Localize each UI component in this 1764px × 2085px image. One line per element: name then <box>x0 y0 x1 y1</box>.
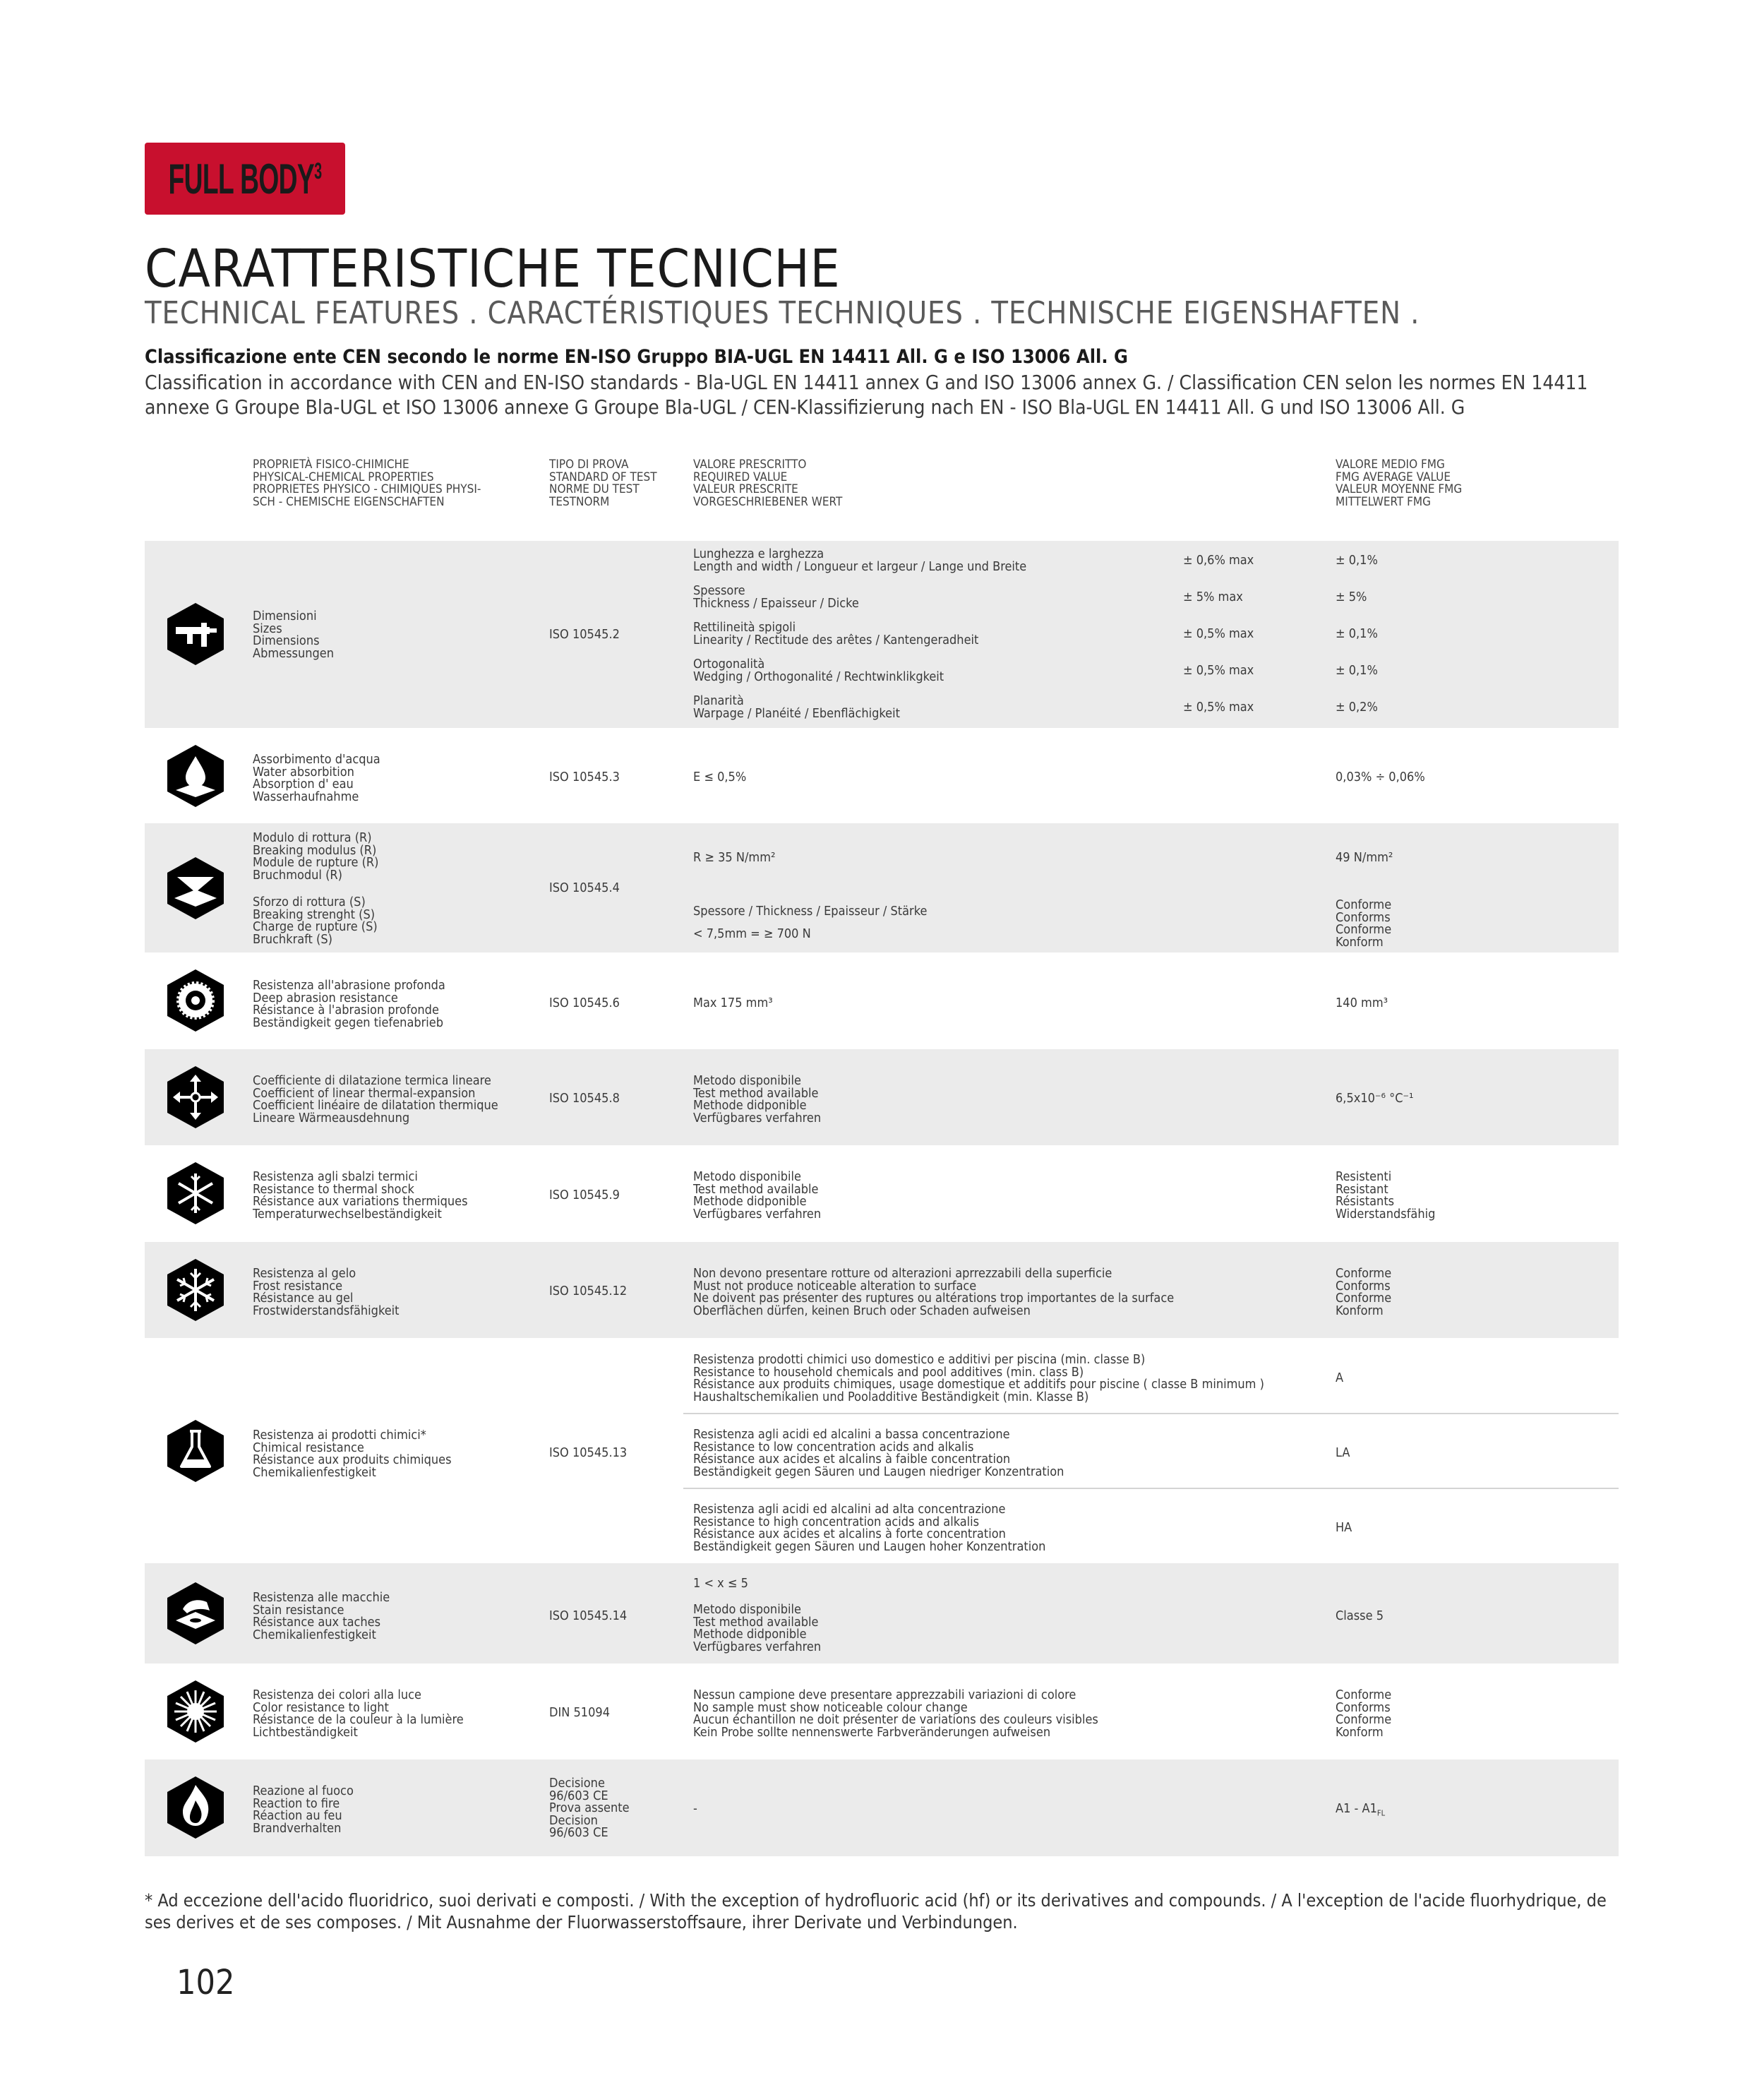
abrasion-average: 140 mm³ <box>1336 996 1388 1010</box>
water-test: ISO 10545.3 <box>549 770 620 784</box>
dim-sub-desc: Rettilineità spigoli Linearity / Rectitude des arêtes / Kantengeradheit <box>693 620 979 647</box>
classification-text: Classification in accordance with CEN and EN-ISO standards - Bla-UGL EN 14411 annex G and ISO 13006 annex G. / Classification CEN selon les normes EN 14411 annexe G Groupe Bla-UGL et ISO 13006 annexe G Groupe Bla-UGL / CEN-Klassifizierung nach EN - ISO Bla-UGL EN 14411 All. G und ISO 13006 All. G <box>145 371 1588 419</box>
expansion-required: Metodo disponibile Test method available Methode didponible Verfügbares verfahren <box>693 1073 822 1125</box>
breaking-load-icon <box>166 856 225 921</box>
dim-sub-req: ± 0,5% max <box>1183 626 1254 641</box>
dim-sub-avg: ± 5% <box>1336 590 1367 604</box>
frost-required: Non devono presentare rotture od alterazioni aprrezzabili della superficie Must not produce noticeable alteration to surface Ne doivent pas présenter des ruptures ou altérations trop importantes de la surface Oberflächen dürfen, keinen Bruch oder Schaden aufweisen <box>693 1266 1175 1318</box>
dim-sub-avg: ± 0,2% <box>1336 700 1378 715</box>
stain-average: Classe 5 <box>1336 1608 1384 1623</box>
page-number: 102 <box>176 1963 235 2002</box>
water-average: 0,03% ÷ 0,06% <box>1336 770 1425 784</box>
dim-sub-req: ± 0,5% max <box>1183 700 1254 715</box>
dim-sub-req: ± 5% max <box>1183 590 1243 604</box>
stain-required-range: 1 < x ≤ 5 <box>693 1576 748 1591</box>
fire-average <box>1336 1803 1604 1820</box>
row-dimensions <box>145 541 1619 728</box>
row-chemical <box>145 1338 1619 1563</box>
chemical-sub-avg: LA <box>1336 1445 1350 1460</box>
frost-property: Resistenza al gelo Frost resistance Résistance au gel Frostwiderstandsfähigkeit <box>253 1266 400 1318</box>
chemical-sub-desc: Resistenza agli acidi ed alcalini ad alta concentrazione Resistance to high concentration acids and alkalis Résistance aux acides et alcalins à forte concentration Beständigkeit gegen Säuren und Laugen hoher Konzentration <box>693 1502 1046 1554</box>
row-breaking <box>145 823 1619 952</box>
row-expansion <box>145 1049 1619 1145</box>
breaking-required-modulus: R ≥ 35 N/mm² <box>693 850 776 865</box>
header-required: VALORE PRESCRITTO REQUIRED VALUE VALEUR PRESCRITE VORGESCHRIEBENER WERT <box>693 458 843 509</box>
flask-icon <box>166 1418 225 1483</box>
breaking-average-modulus: 49 N/mm² <box>1336 850 1393 865</box>
abrasion-disc-icon <box>166 968 225 1033</box>
fire-average-sub: FL <box>1376 1808 1386 1818</box>
breaking-property-strength: Sforzo di rottura (S) Breaking strenght (S) Charge de rupture (S) Bruchkraft (S) <box>253 895 378 947</box>
page-subtitle: TECHNICAL FEATURES . CARACTÉRISTIQUES TECHNIQUES . TECHNISCHE EIGENSHAFTEN . <box>145 295 1420 331</box>
dim-sub-avg: ± 0,1% <box>1336 626 1378 641</box>
abrasion-property: Resistenza all'abrasione profonda Deep abrasion resistance Résistance à l'abrasion profonde Beständigkeit gegen tiefenabrieb <box>253 978 445 1030</box>
chemical-test: ISO 10545.13 <box>549 1445 628 1460</box>
dim-sub-desc: Ortogonalità Wedging / Orthogonalité / Rechtwinklikgkeit <box>693 657 944 684</box>
dim-sub-avg: ± 0,1% <box>1336 553 1378 568</box>
abrasion-required: Max 175 mm³ <box>693 996 773 1010</box>
expansion-test: ISO 10545.8 <box>549 1091 620 1106</box>
expansion-average: 6,5x10⁻⁶ °C⁻¹ <box>1336 1091 1414 1106</box>
thermal-shock-average: Resistenti Resistant Résistants Widerstandsfähig <box>1336 1169 1436 1221</box>
row-water <box>145 728 1619 823</box>
dim-sub-desc: Lunghezza e larghezza Length and width / Longueur et largeur / Lange und Breite <box>693 546 1027 574</box>
light-property: Resistenza dei colori alla luce Color resistance to light Résistance de la couleur à la lumière Lichtbeständigkeit <box>253 1687 464 1740</box>
water-property: Assorbimento d'acqua Water absorbition Absorption d' eau Wasserhaufnahme <box>253 752 380 804</box>
breaking-required-load: < 7,5mm = ≥ 700 N <box>693 926 811 941</box>
fire-required: - <box>693 1801 697 1816</box>
thermal-shock-property: Resistenza agli sbalzi termici Resistance to thermal shock Résistance aux variations thermiques Temperaturwechselbeständigkeit <box>253 1169 468 1221</box>
sun-icon <box>166 1679 225 1744</box>
brand-logo <box>145 143 345 215</box>
chemical-property: Resistenza ai prodotti chimici* Chimical resistance Résistance aux produits chimiques Chemikalienfestigkeit <box>253 1428 452 1480</box>
breaking-test: ISO 10545.4 <box>549 880 620 895</box>
thermal-shock-required: Metodo disponibile Test method available Methode didponible Verfügbares verfahren <box>693 1169 822 1221</box>
fire-property: Reazione al fuoco Reaction to fire Réaction au feu Brandverhalten <box>253 1784 354 1836</box>
abrasion-test: ISO 10545.6 <box>549 996 620 1010</box>
chemical-separator <box>683 1488 1619 1489</box>
frost-average: Conforme Conforms Conforme Konform <box>1336 1266 1392 1318</box>
dimensions-property: Dimensioni Sizes Dimensions Abmessungen <box>253 609 335 661</box>
brand-logo-sup: 3 <box>314 157 322 184</box>
dim-sub-req: ± 0,5% max <box>1183 663 1254 678</box>
footnote: * Ad eccezione dell'acido fluoridrico, suoi derivati e composti. / With the exception of hydrofluoric acid (hf) or its derivatives and compounds. / A l'exception de l'acide fluorhydrique, de ses derives et de ses composes. / Mit Ausnahme der Fluorwasserstoffsaure, ihrer Derivate und Verbindungen. <box>145 1890 1607 1932</box>
classification-heading: Classificazione ente CEN secondo le norme EN-ISO Gruppo BIA-UGL EN 14411 All. G e ISO 13006 All. G <box>145 346 1128 368</box>
breaking-required-thickness: Spessore / Thickness / Epaisseur / Stärke <box>693 904 928 919</box>
dimensions-test: ISO 10545.2 <box>549 627 620 642</box>
dim-sub-desc: Spessore Thickness / Epaisseur / Dicke <box>693 583 859 611</box>
dim-sub-avg: ± 0,1% <box>1336 663 1378 678</box>
breaking-average-strength: Conforme Conforms Conforme Konform <box>1336 897 1392 950</box>
row-frost <box>145 1242 1619 1338</box>
chemical-sub-avg: A <box>1336 1370 1344 1385</box>
header-property: PROPRIETÀ FISICO-CHIMICHE PHYSICAL-CHEMICAL PROPERTIES PROPRIETES PHYSICO - CHIMIQUES PHYSI- SCH - CHEMISCHE EIGENSCHAFTEN <box>253 458 481 509</box>
light-test: DIN 51094 <box>549 1705 611 1720</box>
header-average: VALORE MEDIO FMG FMG AVERAGE VALUE VALEUR MOYENNE FMG MITTELWERT FMG <box>1336 458 1463 509</box>
header-test: TIPO DI PROVA STANDARD OF TEST NORME DU TEST TESTNORM <box>549 458 657 509</box>
row-fire <box>145 1760 1619 1856</box>
water-drop-icon <box>166 743 225 808</box>
chemical-separator <box>683 1413 1619 1414</box>
brand-logo-text: FULL BODY <box>168 155 315 203</box>
stain-test: ISO 10545.14 <box>549 1608 628 1623</box>
light-average: Conforme Conforms Conforme Konform <box>1336 1687 1392 1740</box>
frost-test: ISO 10545.12 <box>549 1284 628 1298</box>
row-abrasion <box>145 952 1619 1049</box>
fire-average-value: A1 - A1 <box>1336 1801 1377 1816</box>
stain-cloth-icon <box>166 1581 225 1646</box>
row-light <box>145 1663 1619 1760</box>
chemical-sub-desc: Resistenza prodotti chimici uso domestico e additivi per piscina (min. classe B) Resistance to household chemicals and pool additives (min. class B) Résistance aux produits chimiques, usage domestique et additifs pour piscine ( classe B minimum ) Haushaltschemikalien und Pooladditive Beständigkeit (min. Klasse B) <box>693 1352 1264 1404</box>
dim-sub-desc: Planarità Warpage / Planéité / Ebenflächigkeit <box>693 693 900 721</box>
dim-sub-req: ± 0,6% max <box>1183 553 1254 568</box>
row-thermal-shock <box>145 1145 1619 1242</box>
stain-required-method: Metodo disponibile Test method available Methode didponible Verfügbares verfahren <box>693 1602 822 1654</box>
expansion-property: Coefficiente di dilatazione termica lineare Coefficient of linear thermal-expansion Coefficient linéaire de dilatation thermique Lineare Wärmeausdehnung <box>253 1073 498 1125</box>
thermal-shock-icon <box>166 1161 225 1226</box>
light-required: Nessun campione deve presentare apprezzabili variazioni di colore No sample must show noticeable colour change Aucun échantillon ne doit présenter de variations des couleurs visibles Kein Probe sollte nennenswerte Farbveränderungen aufweisen <box>693 1687 1098 1740</box>
water-required: E ≤ 0,5% <box>693 770 747 784</box>
thermal-shock-test: ISO 10545.9 <box>549 1188 620 1202</box>
page-title: CARATTERISTICHE TECNICHE <box>145 239 841 299</box>
snowflake-icon <box>166 1257 225 1322</box>
chemical-sub-avg: HA <box>1336 1520 1352 1535</box>
fire-test: Decisione 96/603 CE Prova assente Decision 96/603 CE <box>549 1776 630 1840</box>
breaking-property-modulus: Modulo di rottura (R) Breaking modulus (R) Module de rupture (R) Bruchmodul (R) <box>253 830 379 883</box>
chemical-sub-desc: Resistenza agli acidi ed alcalini a bassa concentrazione Resistance to low concentration acids and alkalis Résistance aux acides et alcalins à faible concentration Beständigkeit gegen Säuren und Laugen niedriger Konzentration <box>693 1427 1064 1479</box>
caliper-icon <box>166 602 225 667</box>
expansion-arrows-icon <box>166 1065 225 1130</box>
stain-property: Resistenza alle macchie Stain resistance Résistance aux taches Chemikalienfestigkeit <box>253 1590 390 1642</box>
row-stain <box>145 1563 1619 1663</box>
flame-icon <box>166 1775 225 1840</box>
